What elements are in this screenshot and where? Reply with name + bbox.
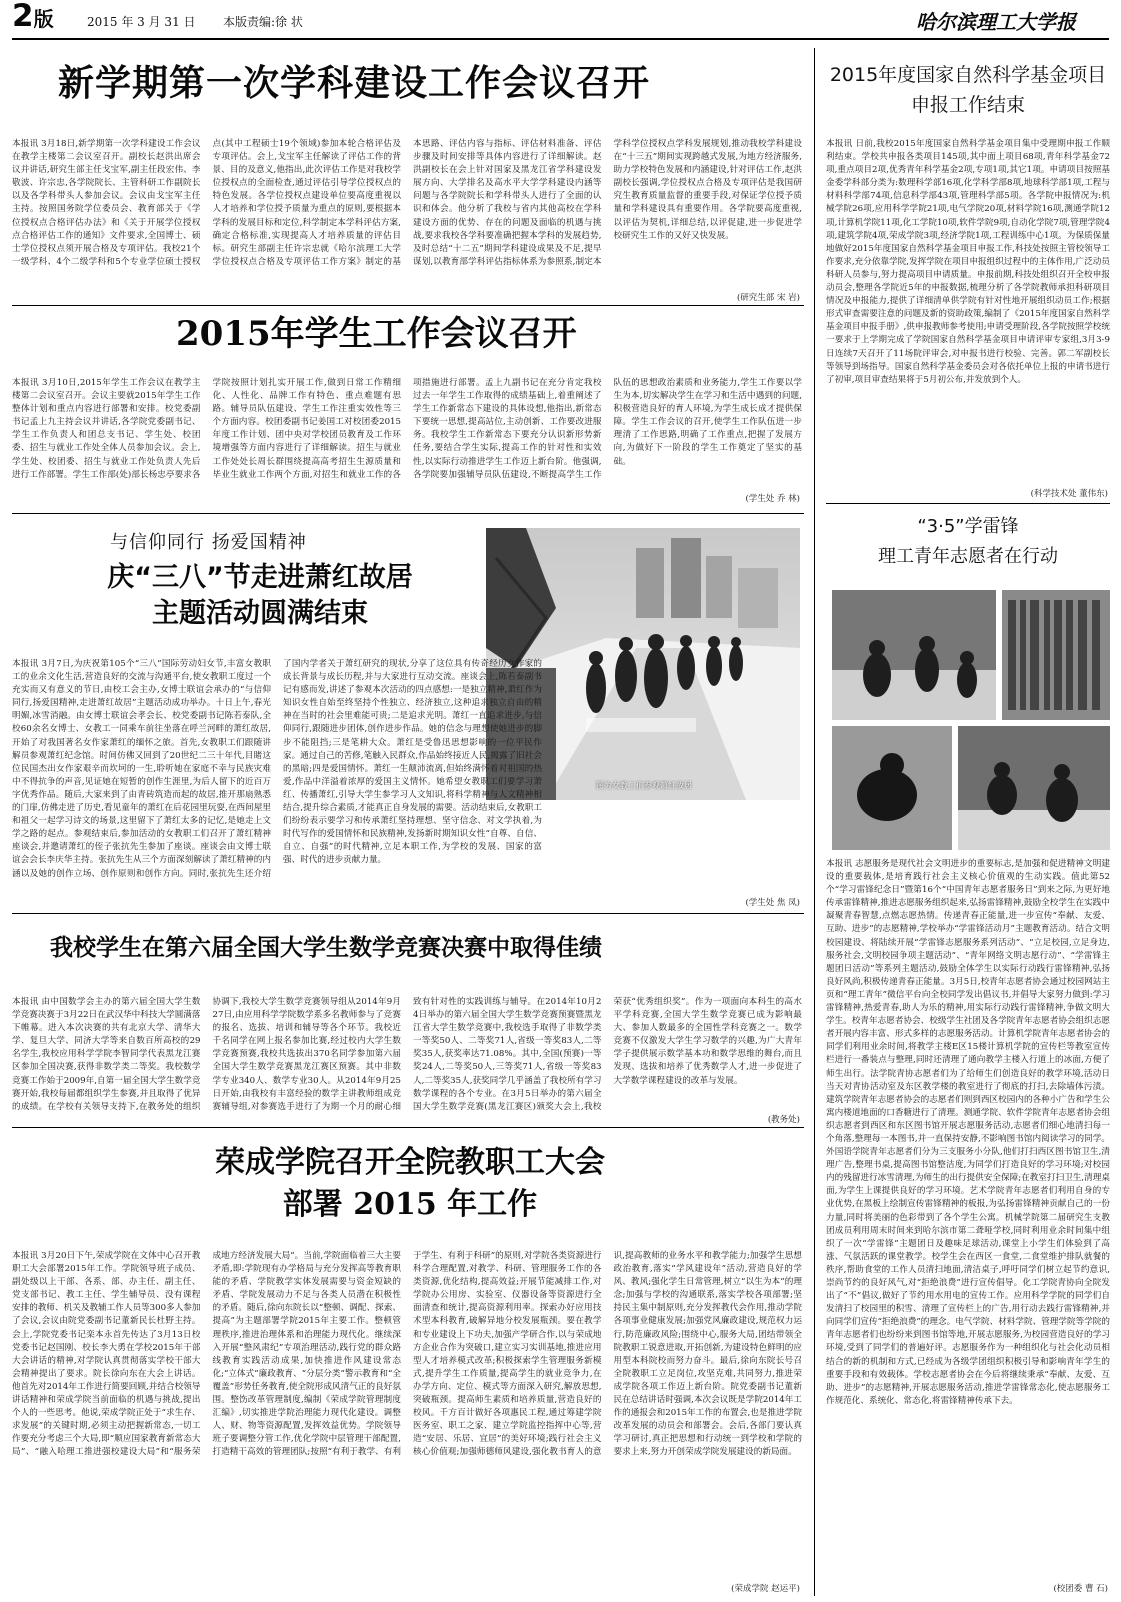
a5-byline: (校团委 曹 石): [1053, 1584, 1108, 1594]
paper-name: 哈尔滨理工大学报: [916, 10, 1076, 34]
a5-body: 本报讯 志愿服务是现代社会文明进步的重要标志,是加强和促进精神文明建设的重要载体,是培育践行社会主义核心价值观的生动实践。值此第52个“学习雷锋纪念日”暨第16个“中国青年志愿者服务日”到来之际,为更好地传承雷锋精神,推进志愿服务组织起来,弘扬雷锋精神,鼓励全校学生在实践中凝聚青春智慧,点燃志愿热情。传递青春正能量,进一步宣传“奉献、友爱、互助、进步”的志愿精神,学校举办“学雷锋活动月”主题教育活动。结合文明校园建设、将陆续开展“学雷锋志愿服务系列活动”、“立足校园,立足身边,服务社会,文明校园争项主题活动”、“青年网络文明志愿行动”、“学雷锋主题团日活动”等系列主题活动,鼓励全体学生以实际行动践行雷锋精神,弘扬良好风尚,积极传递青春正能量。3月5日,校青年志愿者协会通过校园网站主页和“理工青年”微信平台向全校同学发出倡议书,并倡导大家努力做到:学习雷锋精神,热爱青春,助人为乐的精神,用实际行动践行雷锋精神,争做文明大学生。校青年志愿者协会、校级学生社团及各学院青年志愿者协会组织志愿者开展内容丰富、形式多样的志愿服务活动。计算机学院青年志愿者协会的同学们利用业余时间,将教学主楼E区15楼计算机学院的宣传栏等教室宣传栏进行一番装点与整理,同时还清理了通向教学主楼入行道上的冰面,方便了师生出行。法学院青协志愿者们为了给师生们创造良好的教学环境,活动日当天对青协活动室及东区教学楼的教室进行了彻底的打扫,去除墙体污渍。建筑学院青年志愿者协会的志愿者们则到西区校园内的各种小广告和学生公寓内楼道地面的口香糖进行了清理。测通学院、软件学院青年志愿者协会组织志愿者到西区和东区图书馆开展志愿服务活动,志愿者们细心地清扫每一个角落,整理每一本图书,并一直保持安静,不影响图书馆内阅读学习的同学。外国语学院青年志愿者们分为三支服务小分队,他们打扫西区图书馆卫生,清理广告,整理书桌,提高图书馆整洁度,为同学们打造良好的学习环境;对校园内的残留进行冰雪清理,为师生的出行提供安全保障;在教室打扫卫生,清理桌面,为学生上课提供良好的学习环境。艺术学院青年志愿者们利用自身的专业优势,在黑板上绘制宣传雷锋精神的板报,为弘扬雷锋精神贡献自己的一份力量,同时将美丽的色彩带到了各个学生公寓。机械学院第二届研究生支教团成员利用周末时间来到哈尔滨市第二聋哑学校,同时利用业余时间集中组织了一次“学雷锋”主题团日及趣味足球活动,课堂上小学生们体验到了高涨、气氛活跃的课堂教学。校学生会在西区一食堂,二食堂维护排队就餐的秩序,帮助食堂的工作人员清扫地面,清洁桌子,呼吁同学们树立起节约意识,崇尚节约的良好风气,对“拒绝浪费”进行宣传倡导。化工学院青协向全院发出了“不”倡议,做好了节约用水用电的宣传工作。应用科学学院的同学们自发清扫了校园里的积雪、清理了宣传栏上的广告,用行动去践行雷锋精神,并向同学们宣传“拒绝浪费”的理念。电气学院、材料学院、管理学院等学院的青年志愿者们也纷纷来到图书馆等地,开展志愿服务,为校园营造良好的学习环境,受到了同学们的普遍好评。志愿服务作为一种组织化与社会化动员相结合的新的机制和方式,已经成为各级学团组织积极引导和影响青年学生的重要手段和有效载体。学校志愿者协会在今后将继续秉承“奉献、友爱、互助、进步”的志愿精神,开展志愿服务活动,推进学雷锋常态化,使志愿服务工作规范化、系统化、常态化,将雷锋精神传承下去。: [826, 859, 1110, 1406]
a2-divider: [826, 503, 1110, 504]
a4-title: 庆“三八”节走进萧红故居 主题活动圆满结束: [107, 562, 413, 629]
a4-body-left: 本报讯 3月7日,为庆祝第105个“三八”国际劳动妇女节,丰富女教职工的业余文化生活,营造良好的交流与沟通平台,使女教职工度过一个充实而又有意义的节日,由校工会主办,女博士联谊会承办的“与信仰同行,扬爱国精神,走进萧红故居”主题活动成功举办。十日上午,春光明媚,冰雪消融。由女博士联谊会孝会长、校党委副书记陈若泰队,全校60余名女博士、女教工一同乘车前往坐落在呼兰河畔的萧红故居,开始了对我国著名女作家萧红的缅怀之旅。首先,女教职工们跟随讲解员参观萧红纪念馆。时间仿佛又回到了20世纪二三十年代,目睹这位民国杰出女作家艰辛而坎坷的一生,聆听她在家庭不幸与民族灾难中不得抗争的声音,见证她在短暂的创作生涯里,为后人留下的近百万字优秀作品。随后,大家来到了由青砖筑造而起的故居,推开那扇熟悉的门扉,仿佛走进了历史,看见童年的萧红在后花园里玩耍,在西间屋里和祖父一起学习诗文的场景,这里留下了萧红太多的记忆,是她走上文学之路的起点。参观结束后,参加活动的女教职工们召开了萧红精神座谈会,并邀请萧红的侄子张抗先生参加了座谈。座谈会由文博士联谊会会长李庆华主持。张抗先生从三个方面深刻解读了萧红精神的内涵以及她的创作立场、创作原则和创作方向。同时,张抗先生还介绍了国内学者关于萧红研究的现状,分享了这位具有传奇经历女作家的成长背景与成长历程,并与大家进行互动交流。座谈会上,陈若泰副书记有感而发,讲述了参观本次活动的四点感想:一是独立精神,萧红作为知识女性自始至终坚持个性独立、经济独立,这种追求独立自由的精神在当时的社会里难能可贵;二是追求光明。萧红一直追求进步,与信仰同行,跟随进步团体,创作进步作品。她的信念与理想使她进步的脚步不能阻挡;三是笔耕大众。萧红是受鲁迅思想影响的一位平民作家。通过自己的苦修,笔触入民群众,作品始终接近人民,揭露了旧社会的黑暗;四是爱国情怀。萧红一生颠沛流离,但始终满怀着对祖国的热爱,作品中洋溢着浓厚的爱国主义情怀。她希望女教职工们要学习萧红、传播萧红,引导大学生参学习人文知识,将科学精神与人文精神相结合,提升综合素质,才能真正自身发展的需要。活动结束后,女教职工们纷纷表示要学习和传承萧红坚持理想、坚守信念、对文学执着,为时代写作的爱国情怀和民族精神,发扬新时期知识女性“自尊、自信、自立、自强”的时代精神,立足本职工作,为学校的发展、国家的富强、时代的进步贡献力量。: [12, 659, 542, 879]
a7-body: 本报讯 3月20日下午,荣成学院在文体中心召开教职工大会部署2015年工作。学院领导班子成员、副处级以上干部、各系、部、办主任、副主任、党支部书记、教工主任、学生辅导员、没有课程安排的教师、机关及教辅工作人员等300多人参加了会议,会议由院党委副书记董新民长杜野主持。会上,学院党委书记栾本永首先传达了3月13日校党委书记赵国刚、校长李大勇在学校2015年干部大会讲话的精神,对学院认真贯彻落实学校干部大会精神提出了要求。院长徐向东在大会上讲话。他首先对2014年工作进行简要回顾,并结合校领导讲话精神和荣成学院当前面临的机遇与挑战,提出个人的一些思考。他说,荣成学院正处于“求生存、求发展”的关键时期,必须主动把握新常态,一切工作要充分考虑三个大局,即“顺应国家教育新常态大局”、“融入哈理工推进强校建设大局”和“服务荣成地方经济发展大局”。当前,学院面临着三大主要矛盾,即:学院现有办学格局与充分发挥高等教育职能的矛盾、学院教学实体发展需要与资金短缺的矛盾、学院发展动力不足与各类人员潜在积极性的矛盾。随后,徐向东院长以“整顿、调配、探索、提高”为主题部署学院2015年主要工作。整顿管理秩序,推进治理体系和治理能力现代化。继续深入开展“整风肃纪”专项治理活动,践行党的群众路线教育实践活动成果,加快推进作风建设常态化;“立体式”廉政教育、“分层分类”警示教育和“全覆盖”形势任务教育,使全院形成风清气正的良好氛围。整饬改革管理制度,编制《荣成学院管理制度汇编》,切实推进学院治理能力现代化建设。调整人、财、物等资源配置,发挥效益优势。学院领导班子要调整分管工作,优化学院中层管理干部配置,打造精干高效的管理团队;按照“有利于教学、有利于学生、有利于科研”的原则,对学院各类资源进行科学合理配置,对教学、科研、管理服务工作的各类资源,优化结构,提高效益;开展节能减排工作,对学院办公用房、实验室、仪器设备等资源进行全面清查和统计,提高资源利用率。探索办好应用技术型本科教育,破解异地分校发展瓶颈。要在教学和专业建设上下功夫,加强产学研合作,以与荣成地方企业合作为突破口,建立实习实训基地,推进应用型人才培养模式改革;积极探索学生管理服务新模式,提升学生工作质量,提高学生的就业竞争力,在办学方向、定位、模式等方面深入研究,解放思想,突破瓶颈。提高师生素质和培养质量,营造良好的校风。千方百计做好各项惠民工程,通过筹建学院医务室、职工之家、建立学院监控指挥中心等,营造“安居、乐居、宜居”的美好环境;践行社会主义核心价值观;加强师德师风建设,强化教书育人的意识,提高教师的业务水平和教学能力;加强学生思想政治教育,落实“学风建设年”活动,营造良好的学风、教风;强化学生日常管理,树立“以生为本”的理念;加强与学校的沟通联系,落实学校各项部署;坚持民主集中制原则,充分发挥教代会作用,推动学院各项事业健康发展;加强党风廉政建设,规范权力运行,防范廉政风险;围绕中心,服务大局,团结带领全院教职工锐意进取,开拓创新,为建设特色鲜明的应用型本科院校而努力奋斗。最后,徐向东院长号召全院教职工立足岗位,攻坚克难,共同努力,推进荣成学院各项工作迈上新台阶。院党委副书记董新民在总结讲话时强调,本次会议既是学院2014年工作的通报会和2015年工作的布置会,也是推进学院改革发展的动员会和部署会。会后,各部门要认真学习研讨,真正把思想和行动统一到学校和学院的要求上来,努力开创荣成学院发展建设的新局面。: [12, 1251, 802, 1458]
a7-title: 荣成学院召开全院教职工大会 部署 2015 年工作: [215, 1145, 605, 1222]
a3-divider: [12, 513, 804, 514]
a3-byline: (学生处 乔 林): [745, 494, 800, 504]
a6-byline: (教务处): [767, 1115, 800, 1125]
a5-photo-grid: [832, 590, 1110, 850]
a4-body-right: [548, 804, 802, 896]
a4-photo-caption: 图为女教工们参观萧红故居: [596, 781, 692, 790]
editor-label: 本版责编:徐 状: [223, 15, 303, 29]
a6-title: 我校学生在第六届全国大学生数学竞赛决赛中取得佳绩: [50, 934, 602, 961]
page-number: 2版: [12, 0, 54, 34]
a2-title: 2015年度国家自然科学基金项目申报工作结束: [829, 64, 1107, 116]
a4-kicker: 与信仰同行 扬爱国精神: [110, 532, 307, 553]
a2-body: 本报讯 日前,我校2015年度国家自然科学基金项目集中受理期申报工作顺利结束。学校共申报各类项目145项,其中面上项目68项,青年科学基金72项,重点项目2项,优秀青年科学基金2项,专项1项,其它1项。申请项目按照基金委学科部分类为:数理科学部16项,化学科学部8项,地球科学部1项,工程与材料科学部74项,信息科学部43项,管理科学部5项。各学院申报情况为:机械学院26项,应用科学学院21项,电气学院20项,材料学院16项,测通学院12项,计算机学院11项,化工学院10项,软件学院9项,自动化学院7项,管理学院4项,建筑学院4项,荣成学院3项,经济学院1项,工程训练中心1项。为保质保量地做好2015年度国家自然科学基金项目申报工作,科技处按照主管校领导工作要求,充分依靠学院,发挥学院在项目申报组织过程中的主体作用,广泛动员科研人员参与,努力提高项目申请质量。申报前期,科技处组织召开全校申报动员会,整理各学院近5年的申报数据,梳理分析了各学院教师承担科研项目情况及申报能力,提供了详细清单供学院有针对性地开展组织动员工作;根据形式审查需要注意的问题及新的资助政策,编制了《2015年度国家自然科学基金项目申报手册》,供申报教师参考使用;申请受理阶段,各学院按照学校统一要求于上学期完成了学院国家自然科学基金项目申请评审专家组,3月3-9日连续7天召开了11场院评审会,对申报书进行校验、完善。郭二军副校长等领导到场指导。国家自然科学基金委员会对各依托单位上报的申请书进行了初审,项目审查结果将于5月初公布,并发放到个人。: [826, 139, 1110, 385]
a1-body: 本报讯 3月18日,新学期第一次学科建设工作会议在教学主楼第二会议室召开。副校长赵洪出席会议并讲话,研究生部主任戈宝军,副主任段宏伟、李敬波、许宗忠,各学院院长、主管科研工作副院长以及各学科带头人参加会议。会议由戈宝军主任主持。按照国务院学位委员会、教育部关于《学位授权点合格评估办法》和《关于开展学位授权点合格评估工作的通知》文件要求,全国博士、硕士学位授权点须开展合格及专项评估。我校21个一级学科、4个二级学科和5个专业学位硕士授权点(其中工程硕士19个领域)参加本轮合格评估及专项评估。会上,戈宝军主任解读了评估工作的背景、目的及意义,他指出,此次评估工作是对我校学位授权点的全面检查,通过评估引导学位授权点的特色发展。各学位授权点建设单位要高度重视以人才培养和学位授予质量为重点的原则,要根据本学科的发展目标和定位,科学制定本学科评估方案,确定合格标准,实现提高人才培养质量的评估目标。研究生部副主任许宗忠就《哈尔滨理工大学学位授权点合格及专项评估工作方案》制定的基本思路、评估内容与指标、评估材料准备、评估步骤及时间安排等具体内容进行了详细解读。赵洪副校长在会上针对国家及黑龙江省学科建设发展方向、大学排名及高水平大学学科建设内涵等问题与各学院院长和学科带头人进行了全面的认识和体会。他分析了我校与省内其他高校在学科建设方面的优势、存在的问题及面临的机遇与挑战,要求我校各学科要准确把握本学科的发展趋势,及时总结“十二五”期间学科建设成果及不足,提早谋划,以教育部学科评估指标体系为参照系,制定本学科学位授权点学科发展规划,推动我校学科建设在“十三五”期间实现跨越式发展,为地方经济服务,助力学校特色发展和内涵建设,针对评估工作,赵洪副校长强调,学位授权点合格及专项评估是我国研究生教育质量监督的重要手段,对保证学位授予质量和学科建设具有重要作用。各学院要高度重视,以评估为契机,详细总结,以评促建,进一步促进学校研究生工作的又好又快发展。: [12, 139, 802, 267]
a1-title: 新学期第一次学科建设工作会议召开: [58, 63, 651, 104]
a3-title: 2015年学生工作会议召开: [176, 314, 577, 354]
a1-divider: [12, 305, 804, 306]
masthead: [0, 0, 1121, 44]
a7-byline: (荣成学院 赵运平): [731, 1584, 800, 1594]
a6-body: 本报讯 由中国数学会主办的第六届全国大学生数学竞赛决赛于3月22日在武汉华中科技大学圆满落下帷幕。进入本次决赛的共有北京大学、清华大学、复旦大学、同济大学等来自数百所高校的29名学生,我校应用科学学院李智同学代表黑龙江赛区参加全国决赛,获得非数学类二等奖。我校数学竞赛工作始于2009年,自第一届全国大学生数学竞赛开始,我校每届都组织学生参赛,并且取得了优异的成绩。在学校有关领导支持下,在教务处的组织协调下,我校大学生数学竞赛领导组从2014年9月27日,由应用科学学院数学系多名教师参与了竞赛的报名、选拔、培训和辅导等各个环节。我校近千名同学在网上报名参加比赛,经过校内大学生数学竞赛预赛,我校共选拔出370名同学参加第六届全国大学生数学竞赛黑龙江赛区预赛。其中非数学专业340人、数学专业30人。从2014年9月25日开始,由我校有丰富经验的数学主讲教师组成竞赛辅导组,对参赛选手进行了为期一个月的耐心细致有针对性的实践训练与辅导。在2014年10月24日举办的第六届全国大学生数学竞赛预赛暨黑龙江省大学生数学竞赛中,我校选手取得了非数学类一等奖50人、二等奖71人,省级一等奖83人,二等奖35人,获奖率达71.08%。其中,全国(预赛)一等奖24人,二等奖50人,三等奖71人,省级一等奖83人,二等奖35人,获奖同学几乎涵盖了我校所有学习数学课程的各个专业。在3月5日举办的第六届全国大学生数学竞赛(黑龙江赛区)颁奖大会上,我校荣获“优秀组织奖”。作为一项面向本科生的高水平学科竞赛,全国大学生数学竞赛已成为影响最大、参加人数最多的全国性学科竞赛之一。数学竞赛不仅激发大学生学习数学的兴趣,为广大青年学子提供展示数学基本功和数学思维的舞台,而且发现、选拔和培养了优秀数学人才,进一步促进了大学数学课程建设的改革与发展。: [12, 997, 802, 1112]
a4-byline: (学生处 焦 凤): [745, 898, 800, 908]
masthead-rule: [12, 38, 1109, 40]
a4-divider: [12, 913, 804, 914]
a1-byline: (研究生部 宋 岩): [736, 293, 800, 303]
a2-byline: (科学技术处 董伟东): [1030, 489, 1108, 499]
issue-date: 2015 年 3 月 31 日: [87, 15, 196, 29]
a5-title: “3·5”学雷锋 理工青年志愿者在行动: [878, 516, 1058, 567]
right-column-rule: [814, 48, 815, 1596]
a3-body: 本报讯 3月10日,2015年学生工作会议在教学主楼第二会议室召开。会议主要就2015年学生工作整体计划和重点内容进行部署和安排。校党委副书记孟上九主持会议并讲话,各学院党委副书记、学生工作负责人和团总支书记、学生处、校团委、招生与就业工作处全体人员参加会议。会上,学生处、校团委、招生与就业工作处负责人先后进行工作部署。学生工作部(处)部长杨忠亭要求各学院按照计划扎实开展工作,做到日常工作精细化、人性化、品牌工作有特色、重点难题有思路。辅导员队伍建设、学生工作注重实效性等三个方面内容。校团委副书记姜国工对校团委2015年度工作计划、团中央对学校团员教育及工作环境增强等方面内容进行了详细解读。招生与就业工作处处长周长群围绕提高高考招生生源质量和毕业生就业工作两个方面,对招生和就业工作的各项措施进行部署。孟上九副书记在充分肯定我校过去一年学生工作取得的成绩基础上,着重阐述了学生工作新常态下建设的具体设想,他指出,新常态下要统一思想,提高站位,主动创新、工作要改进服务。我校学生工作新常态下要充分认识新形势新任务,要结合学生实际,提高工作的针对性和实效性,以实际行动推进学生工作迈上新台阶。他强调,各学院要加强辅导员队伍建设,不断提高学生工作队伍的思想政治素质和业务能力,学生工作要以学生为本,切实解决学生在学习和生活中遇到的问题,积极营造良好的育人环境,为学生成长成才提供保障。学生工作会议的召开,使学生工作队伍进一步理清了工作思路,明确了工作重点,把握了发展方向,为做好下一阶段的学生工作奠定了坚实的基础。: [12, 378, 802, 480]
a6-divider: [12, 1127, 804, 1128]
